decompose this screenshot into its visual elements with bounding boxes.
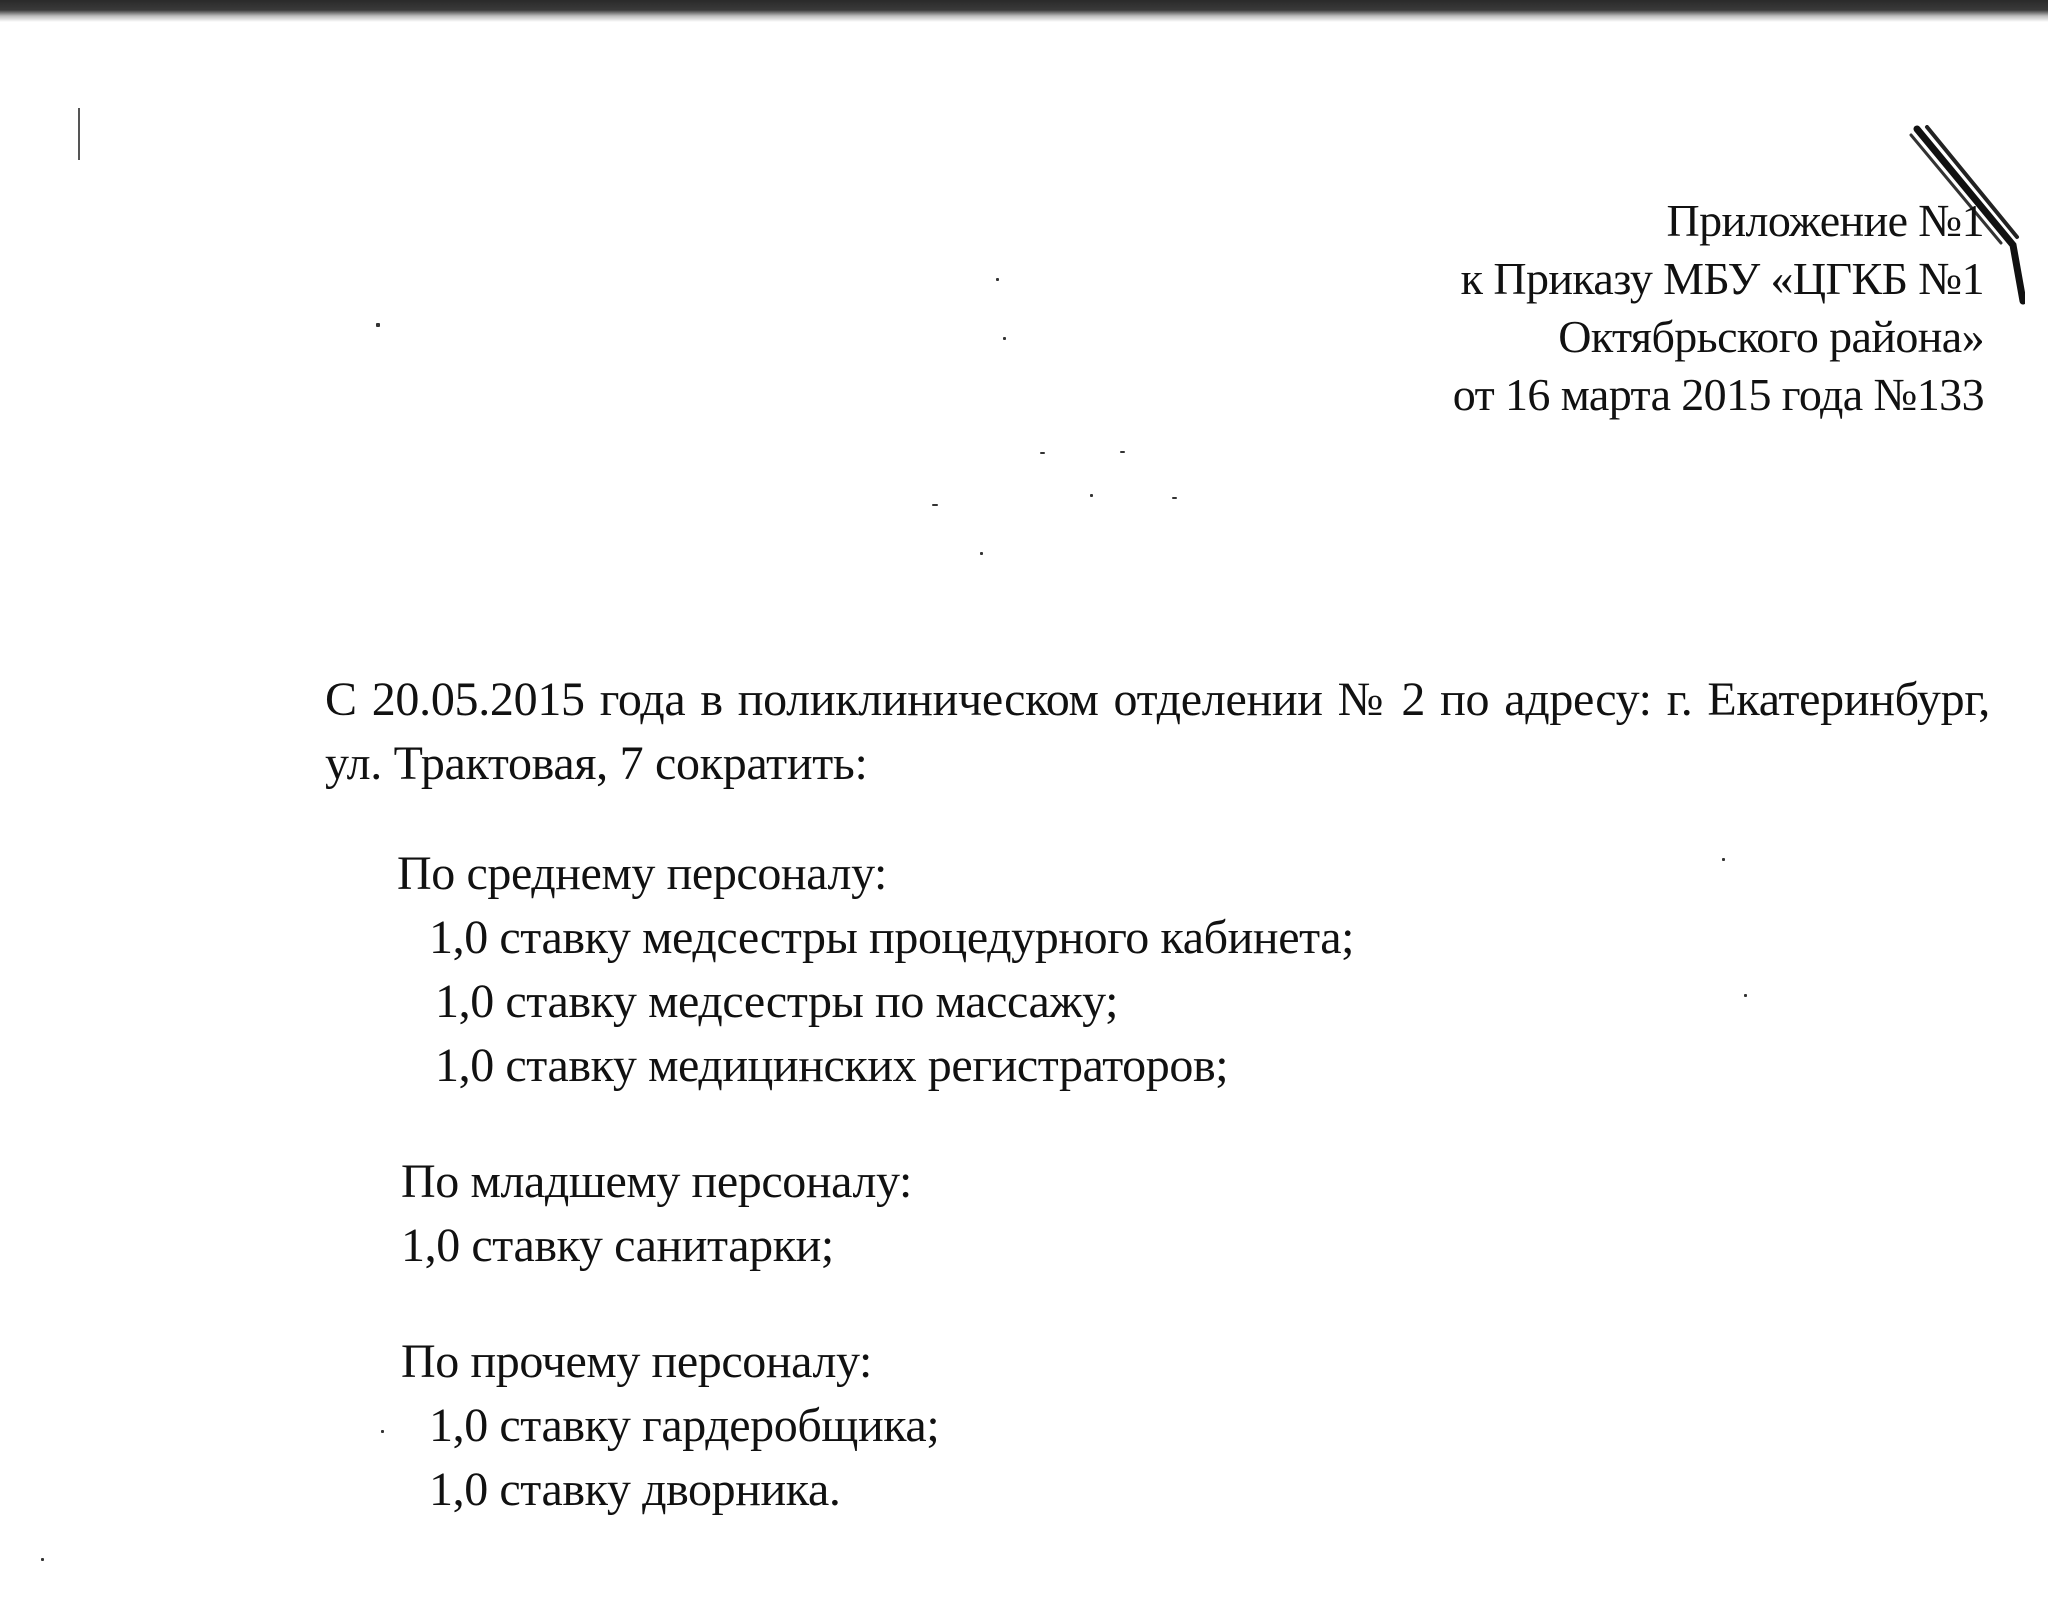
scan-speck — [932, 504, 938, 506]
intro-paragraph: С 20.05.2015 года в поликлиническом отделении № 2 по адресу: г. Екатеринбург, ул. Трактовая, 7 сократить: — [325, 673, 1990, 790]
section-title: По среднему персоналу: — [397, 847, 887, 900]
list-item: 1,0 ставку гардеробщика; — [429, 1399, 940, 1452]
list-item: 1,0 ставку дворника. — [429, 1463, 841, 1516]
section-junior-staff — [325, 1150, 1990, 1278]
section-title: По младшему персоналу: — [401, 1155, 912, 1208]
appendix-title: Приложение №1 — [1666, 195, 1984, 246]
list-item: 1,0 ставку санитарки; — [401, 1219, 834, 1272]
scan-speck — [376, 323, 380, 327]
scan-speck — [1120, 451, 1125, 453]
section-middle-staff — [325, 842, 1990, 1098]
section-other-staff — [325, 1330, 1990, 1522]
list-item: 1,0 ставку медицинских регистраторов; — [435, 1039, 1229, 1092]
appendix-header — [1453, 192, 1984, 424]
scan-speck — [1172, 497, 1177, 499]
scan-speck — [996, 278, 999, 281]
order-reference: к Приказу МБУ «ЦГКБ №1 — [1460, 253, 1984, 304]
district-name: Октябрьского района» — [1558, 311, 1984, 362]
scan-margin-mark — [78, 108, 80, 160]
scan-speck — [980, 552, 983, 555]
scan-speck — [1040, 452, 1045, 454]
scan-speck — [41, 1558, 44, 1561]
scan-speck — [1090, 494, 1093, 497]
order-date-number: от 16 марта 2015 года №133 — [1452, 369, 1984, 420]
scan-top-edge — [0, 0, 2048, 22]
scan-speck — [1003, 337, 1006, 340]
list-item: 1,0 ставку медсестры процедурного кабинета; — [429, 911, 1355, 964]
list-item: 1,0 ставку медсестры по массажу; — [435, 975, 1119, 1028]
document-body — [325, 668, 1990, 1522]
section-title: По прочему персоналу: — [401, 1335, 872, 1388]
